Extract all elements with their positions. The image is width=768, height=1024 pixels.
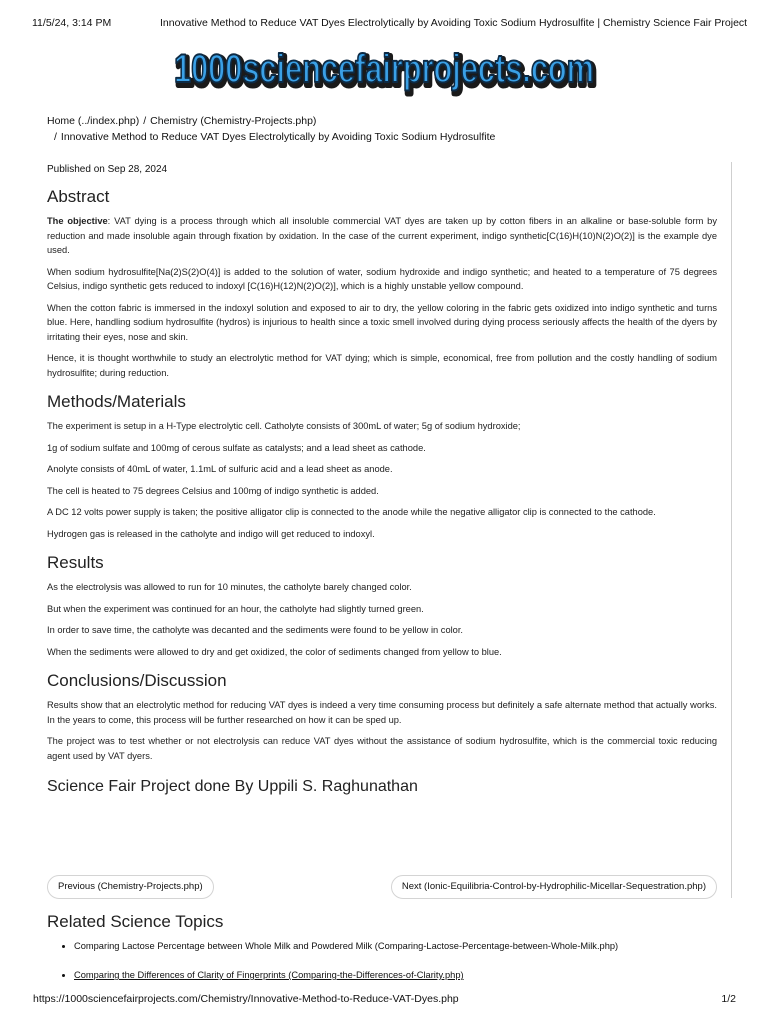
abstract-paragraph: When the cotton fabric is immersed in the indoxyl solution and exposed to air to dry, the yellow coloring in the fabric gets oxidized into indigo synthetic and turns blue. Here, handling sodium hydrosulfite (hydros) is injurious to health since a toxic smell involved during dying process seriously affects the health of the dyers by irritating their eyes, nose and skin. (47, 302, 717, 342)
methods-paragraph: Hydrogen gas is released in the catholyte and indigo will get reduced to indoxyl. (47, 528, 375, 539)
print-url: https://1000sciencefairprojects.com/Chemistry/Innovative-Method-to-Reduce-VAT-Dyes.php (33, 993, 459, 1005)
related-item (74, 968, 717, 982)
methods-paragraph: The experiment is setup in a H-Type electrolytic cell. Catholyte consists of 300mL of water; 5g of sodium hydroxide; (47, 421, 521, 431)
logo-text: 1000sciencefairprojects.com (174, 47, 594, 91)
abstract-heading: Abstract (47, 187, 110, 206)
abstract-objective (47, 214, 717, 258)
results-paragraph: When the sediments were allowed to dry and get oxidized, the color of sediments changed from yellow to blue. (47, 646, 502, 657)
methods-paragraph: The cell is heated to 75 degrees Celsius and 100mg of indigo synthetic is added. (47, 485, 379, 496)
results-paragraph: As the electrolysis was allowed to run for 10 minutes, the catholyte barely changed color. (47, 582, 412, 592)
author-credit: Science Fair Project done By Uppili S. Raghunathan (47, 778, 418, 795)
results-paragraph: But when the experiment was continued for an hour, the catholyte had slightly turned green. (47, 603, 424, 614)
conclusions-heading: Conclusions/Discussion (47, 671, 227, 690)
results-section (47, 553, 717, 659)
related-link[interactable]: Comparing Lactose Percentage between Whole Milk and Powdered Milk (Comparing-Lactose-Percentage-between-Whole-Milk.php) (74, 941, 619, 951)
methods-paragraph: A DC 12 volts power supply is taken; the positive alligator clip is connected to the anode while the negative alligator clip is connected to the cathode. (47, 507, 656, 517)
related-heading: Related Science Topics (47, 912, 224, 931)
abstract-section (47, 187, 717, 380)
article (47, 164, 717, 797)
related-item (74, 939, 717, 953)
results-paragraph: In order to save time, the catholyte was decanted and the sediments were found to be yellow in color. (47, 625, 464, 635)
objective-label: The objective (47, 216, 108, 226)
objective-text: : VAT dying is a process through which all insoluble commercial VAT dyes are taken up by cotton fibers in an alkaline or base-soluble form by reduction and made insoluble again through fixation by oxidation. In the case of the current experiment, indigo synthetic[C(16)H(10)N(2)O(2)] is the example dye used. (47, 216, 718, 255)
results-heading: Results (47, 553, 104, 572)
methods-heading: Methods/Materials (47, 392, 186, 411)
conclusions-paragraph: Results show that an electrolytic method for reducing VAT dyes is indeed a very time consuming process but definitely a safe alternate method that actually works. In the years to come, this process will be further researched on how it can be sped up. (47, 700, 717, 725)
print-document-title: Innovative Method to Reduce VAT Dyes Electrolytically by Avoiding Toxic Sodium Hydrosulfite | Chemistry Science Fair Project (160, 17, 748, 29)
breadcrumb (47, 114, 727, 145)
print-date: 11/5/24, 3:14 PM (32, 17, 112, 29)
related-link[interactable]: Comparing the Differences of Clarity of Fingerprints (Comparing-the-Differences-of-Clarity.php) (74, 970, 464, 980)
page-number: 1/2 (721, 993, 736, 1005)
conclusions-section (47, 671, 717, 763)
pagination-nav (47, 875, 717, 899)
conclusions-paragraph: The project was to test whether or not electrolysis can reduce VAT dyes without the assistance of sodium hydrosulfite, which is the commercial toxic reducing agent used by VAT dyers. (47, 736, 717, 761)
content-divider (731, 162, 732, 898)
breadcrumb-separator: / (143, 115, 147, 127)
published-date: Published on Sep 28, 2024 (47, 164, 168, 175)
abstract-paragraph: Hence, it is thought worthwhile to study an electrolytic method for VAT dying; which is simple, economical, free from pollution and the costly handling of sodium hydrosulfite; during reduction. (47, 353, 717, 378)
previous-button[interactable]: Previous (Chemistry-Projects.php) (47, 875, 214, 899)
related-topics (47, 912, 717, 997)
breadcrumb-category-link[interactable]: Chemistry (Chemistry-Projects.php) (150, 115, 317, 127)
methods-paragraph: Anolyte consists of 40mL of water, 1.1mL of sulfuric acid and a lead sheet as anode. (47, 464, 393, 474)
breadcrumb-separator: / (54, 130, 57, 143)
abstract-paragraph: When sodium hydrosulfite[Na(2)S(2)O(4)] is added to the solution of water, sodium hydroxide and indigo synthetic; and heated to a temperature of 75 degrees Celsius, indigo synthetic gets reduced to indoxyl [C(16)H(12)N(2)O(2)], which is a highly unstable yellow compound. (47, 266, 717, 291)
next-button[interactable]: Next (Ionic-Equilibria-Control-by-Hydrophilic-Micellar-Sequestration.php) (391, 875, 717, 899)
methods-section (47, 392, 717, 541)
site-logo[interactable] (168, 42, 600, 98)
breadcrumb-current: Innovative Method to Reduce VAT Dyes Electrolytically by Avoiding Toxic Sodium Hydrosulfite (60, 130, 496, 143)
related-list (47, 939, 717, 982)
methods-paragraph: 1g of sodium sulfate and 100mg of cerous sulfate as catalysts; and a lead sheet as cathode. (47, 442, 426, 453)
breadcrumb-home-link[interactable]: Home (../index.php) (47, 115, 140, 127)
logo-shadow-text: 1000sciencefairprojects.com (176, 50, 596, 94)
